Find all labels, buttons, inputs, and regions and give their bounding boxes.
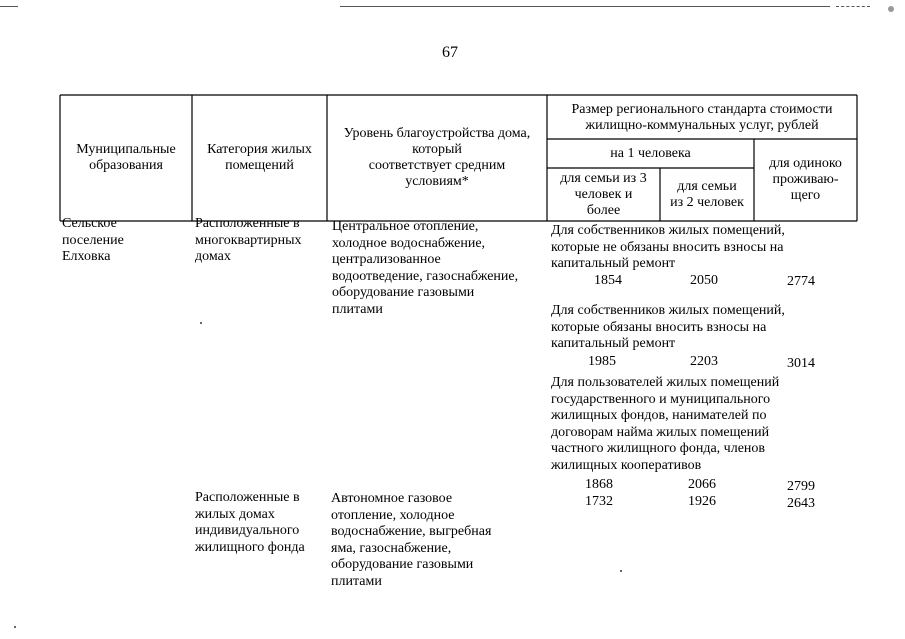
header-family3: для семьи из 3 человек и более (560, 170, 647, 218)
row1-group1-family3: 1854 (594, 273, 622, 288)
municipality-name: Сельское поселение Елховка (62, 216, 124, 264)
row2-family2: 1926 (688, 494, 716, 509)
row2-family3: 1732 (585, 494, 613, 509)
header-improvement: Уровень благоустройства дома, который соответствует средним условиям* (343, 126, 531, 189)
row1-group1-family2: 2050 (690, 273, 718, 288)
header-single: для одиноко проживаю- щего (769, 156, 842, 203)
row1-group3-single: 2799 (787, 479, 815, 494)
row1-group1-title: Для собственников жилых помещений, которые не обязаны вносить взносы на капитальный ремонт (551, 223, 785, 271)
row2-improvement: Автономное газовое отопление, холодное водоснабжение, выгребная яма, газоснабжение, оборудование газовыми плитами (331, 491, 492, 589)
header-standard: Размер регионального стандарта стоимости жилищно-коммунальных услуг, рублей (571, 102, 833, 133)
scan-speck (200, 322, 202, 324)
row1-group3-family2: 2066 (688, 477, 716, 492)
page-number: 67 (442, 44, 458, 61)
row1-group1-single: 2774 (787, 274, 815, 289)
header-family2: для семьи из 2 человек (670, 178, 744, 210)
row1-group2-family2: 2203 (690, 354, 718, 369)
row2-single: 2643 (787, 496, 815, 511)
row1-group3-title: Для пользователей жилых помещений государственного и муниципального жилищных фондов, нанимателей по договорам найма жилых помещений частного жилищного фонда, членов жилищных кооперативов (551, 375, 780, 473)
header-category: Категория жилых помещений (207, 142, 312, 173)
scan-speck (14, 626, 16, 628)
row1-group2-title: Для собственников жилых помещений, которые обязаны вносить взносы на капитальный ремонт (551, 303, 785, 351)
header-municipality: Муниципальные образования (76, 142, 176, 173)
scan-speck (888, 6, 894, 12)
row2-category: Расположенные в жилых домах индивидуального жилищного фонда (195, 490, 305, 555)
header-per-person: на 1 человека (610, 145, 691, 161)
row1-improvement: Центральное отопление, холодное водоснабжение, централизованное водоотведение, газоснабжение, оборудование газовыми плитами (332, 219, 519, 317)
row1-group2-family3: 1985 (588, 354, 616, 369)
scan-speck (620, 570, 622, 572)
row1-group2-single: 3014 (787, 356, 815, 371)
row1-category: Расположенные в многоквартирных домах (195, 216, 302, 264)
row1-group3-family3: 1868 (585, 477, 613, 492)
